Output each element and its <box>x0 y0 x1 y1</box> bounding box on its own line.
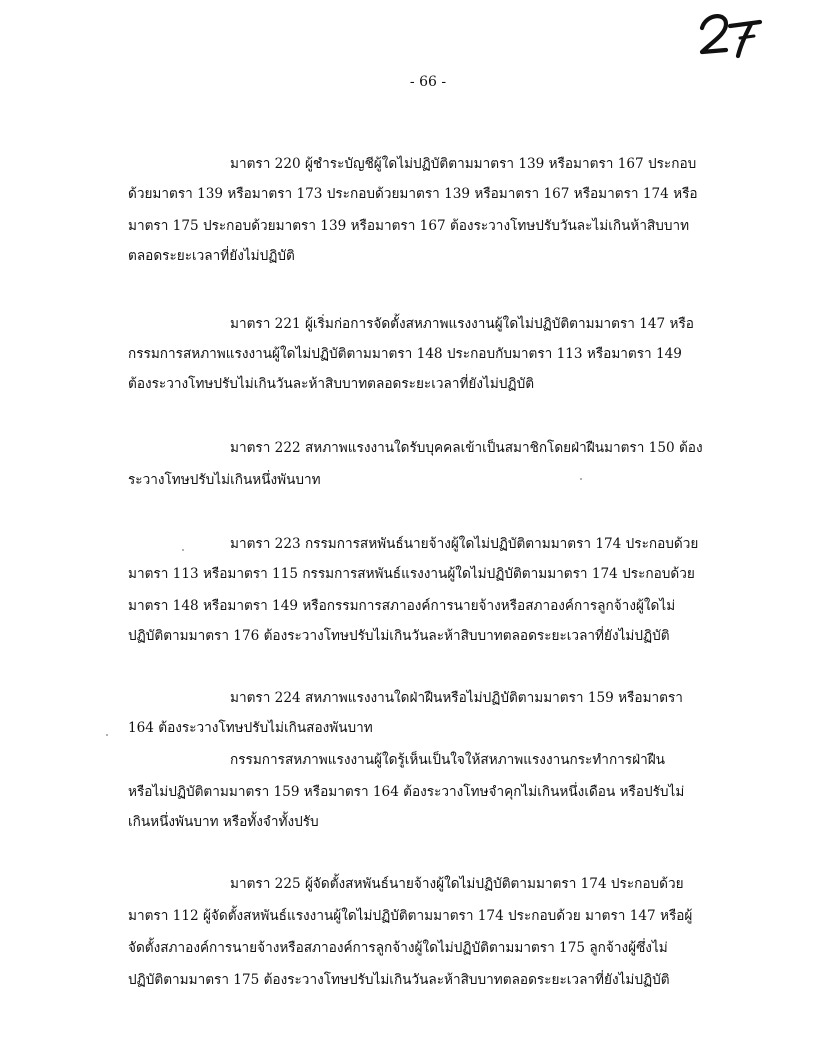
section-224-line-5: เกินหนึ่งพันบาท หรือทั้งจำทั้งปรับ <box>128 814 319 830</box>
section-225-line-1: มาตรา 225 ผู้จัดตั้งสหพันธ์นายจ้างผู้ใดไม่ปฏิบัติตามมาตรา 174 ประกอบด้วย <box>230 876 684 892</box>
section-221-line-1: มาตรา 221 ผู้เริ่มก่อการจัดตั้งสหภาพแรงงานผู้ใดไม่ปฏิบัติตามมาตรา 147 หรือ <box>230 316 694 332</box>
section-221-line-2: กรรมการสหภาพแรงงานผู้ใดไม่ปฏิบัติตามมาตรา 148 ประกอบกับมาตรา 113 หรือมาตรา 149 <box>128 346 682 362</box>
scan-speck <box>182 549 184 551</box>
section-223-line-1: มาตรา 223 กรรมการสหพันธ์นายจ้างผู้ใดไม่ปฏิบัติตามมาตรา 174 ประกอบด้วย <box>230 536 699 552</box>
section-223-line-2: มาตรา 113 หรือมาตรา 115 กรรมการสหพันธ์แรงงานผู้ใดไม่ปฏิบัติตามมาตรา 174 ประกอบด้วย <box>128 566 695 582</box>
section-221-line-3: ต้องระวางโทษปรับไม่เกินวันละห้าสิบบาทตลอดระยะเวลาที่ยังไม่ปฏิบัติ <box>128 376 535 392</box>
section-224-line-4: หรือไม่ปฏิบัติตามมาตรา 159 หรือมาตรา 164 ต้องระวางโทษจำคุกไม่เกินหนึ่งเดือน หรือปรับไม่ <box>128 784 685 800</box>
scan-speck <box>106 734 108 736</box>
section-220-line-1: มาตรา 220 ผู้ชำระบัญชีผู้ใดไม่ปฏิบัติตามมาตรา 139 หรือมาตรา 167 ประกอบ <box>230 156 697 172</box>
section-224-line-1: มาตรา 224 สหภาพแรงงานใดฝ่าฝืนหรือไม่ปฏิบัติตามมาตรา 159 หรือมาตรา <box>230 690 683 706</box>
page-number: - 66 - <box>409 74 447 90</box>
section-220-line-4: ตลอดระยะเวลาที่ยังไม่ปฏิบัติ <box>128 248 295 264</box>
section-223-line-3: มาตรา 148 หรือมาตรา 149 หรือกรรมการสภาองค์การนายจ้างหรือสภาองค์การลูกจ้างผู้ใดไม่ <box>128 598 676 614</box>
scan-speck <box>580 478 582 480</box>
section-224-line-2: 164 ต้องระวางโทษปรับไม่เกินสองพันบาท <box>128 720 373 736</box>
section-222-line-2: ระวางโทษปรับไม่เกินหนึ่งพันบาท <box>128 472 321 488</box>
section-225-line-3: จัดตั้งสภาองค์การนายจ้างหรือสภาองค์การลูกจ้างผู้ใดไม่ปฏิบัติตามมาตรา 175 ลูกจ้างผู้ซึ่งไม่ <box>128 940 668 956</box>
section-220-line-2: ด้วยมาตรา 139 หรือมาตรา 173 ประกอบด้วยมาตรา 139 หรือมาตรา 167 หรือมาตรา 174 หรือ <box>128 186 698 202</box>
section-223-line-4: ปฏิบัติตามมาตรา 176 ต้องระวางโทษปรับไม่เกินวันละห้าสิบบาทตลอดระยะเวลาที่ยังไม่ปฏิบัติ <box>128 628 670 644</box>
section-225-line-2: มาตรา 112 ผู้จัดตั้งสหพันธ์แรงงานผู้ใดไม่ปฏิบัติตามมาตรา 174 ประกอบด้วย มาตรา 147 หรือผู้ <box>128 908 693 924</box>
handwritten-page-number <box>696 8 766 64</box>
section-220-line-3: มาตรา 175 ประกอบด้วยมาตรา 139 หรือมาตรา 167 ต้องระวางโทษปรับวันละไม่เกินห้าสิบบาท <box>128 218 690 234</box>
section-225-line-4: ปฏิบัติตามมาตรา 175 ต้องระวางโทษปรับไม่เกินวันละห้าสิบบาทตลอดระยะเวลาที่ยังไม่ปฏิบัติ <box>128 972 670 988</box>
section-222-line-1: มาตรา 222 สหภาพแรงงานใดรับบุคคลเข้าเป็นสมาชิกโดยฝ่าฝืนมาตรา 150 ต้อง <box>230 440 703 456</box>
section-224-line-3: กรรมการสหภาพแรงงานผู้ใดรู้เห็นเป็นใจให้สหภาพแรงงานกระทำการฝ่าฝืน <box>230 752 665 768</box>
